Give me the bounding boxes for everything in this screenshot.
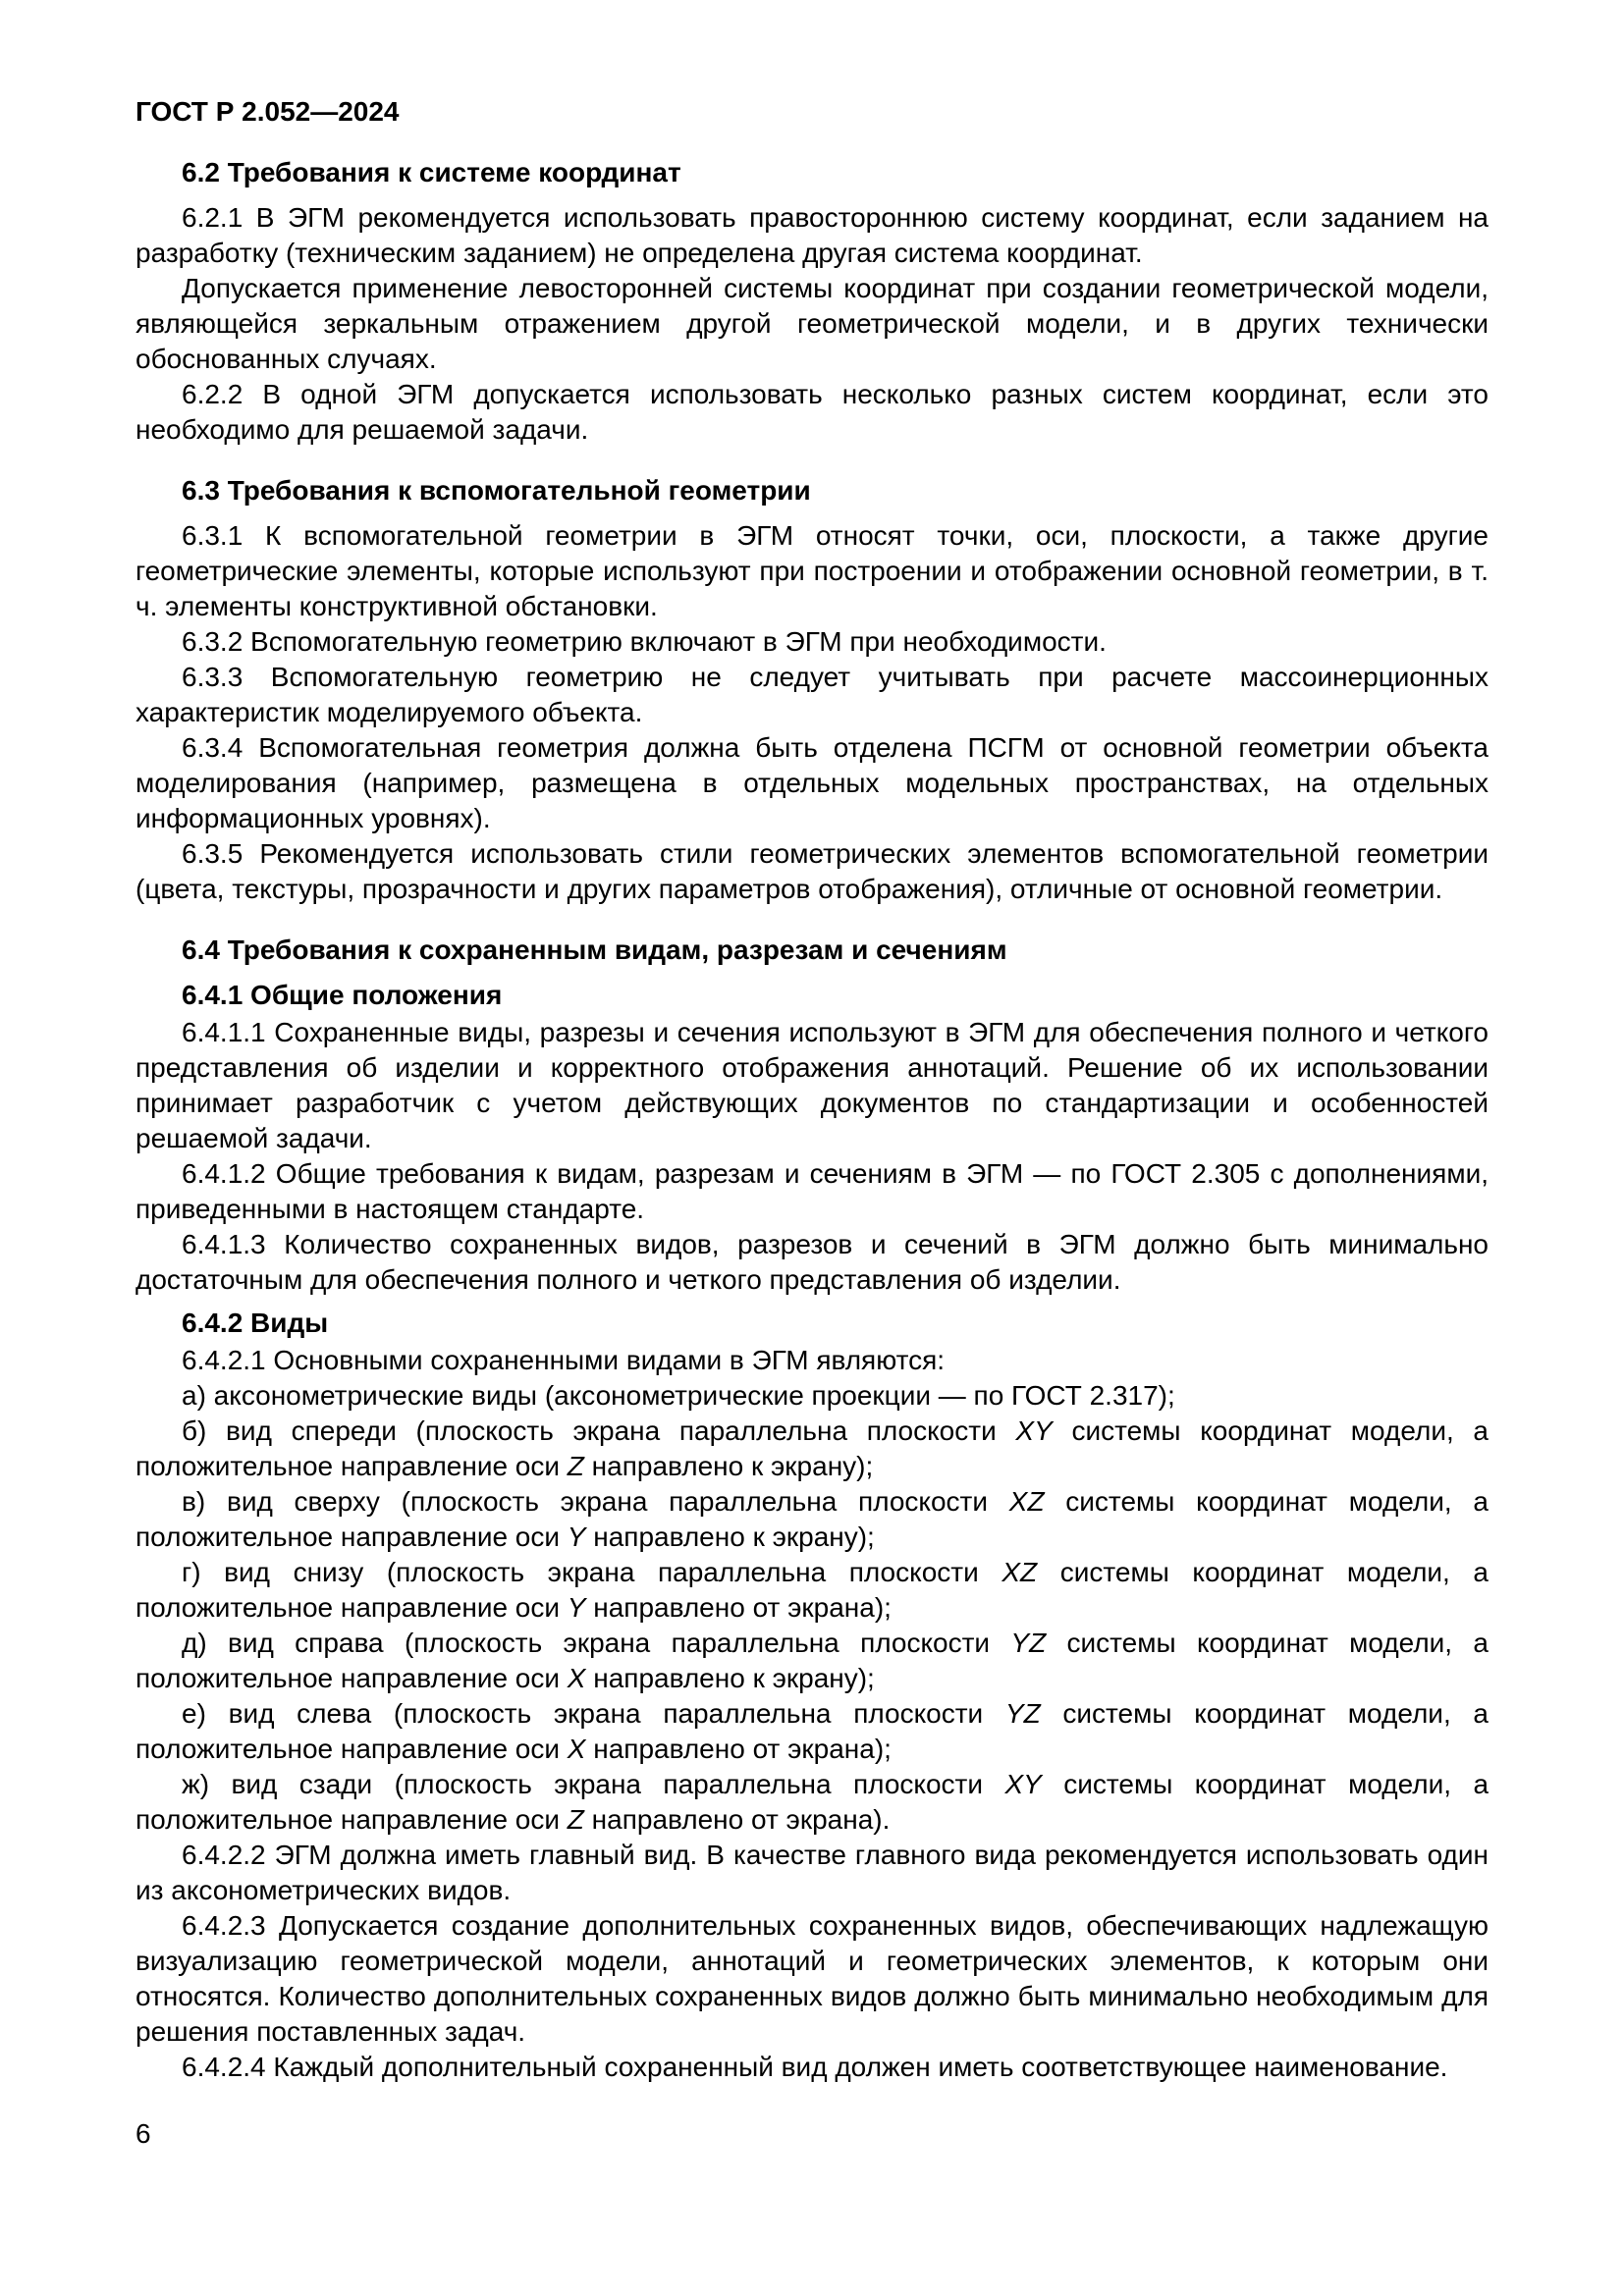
paragraph [135,1555,1489,1626]
section-heading [135,155,1489,190]
text-run: 6.4 Требования к сохраненным видам, разрезам и сечениям [182,934,1007,965]
text-run: д) вид справа (плоскость экрана параллельна плоскости [182,1628,1011,1658]
paragraph [135,1015,1489,1156]
italic-variable: XZ [1001,1557,1038,1587]
paragraph [135,1343,1489,1378]
paragraph [135,271,1489,377]
text-run: б) вид спереди (плоскость экрана параллельна плоскости [182,1415,1016,1446]
text-run: 6.3.4 Вспомогательная геометрия должна быть отделена ПСГМ от основной геометрии объекта моделирования (например, размещена в отдельных модельных пространствах, на отдельных информационных уровнях). [135,732,1489,833]
text-run: 6.3.5 Рекомендуется использовать стили геометрических элементов вспомогательной геометрии (цвета, текстуры, прозрачности и других параметров отображения), отличные от основной геометрии. [135,838,1489,904]
text-run: 6.3 Требования к вспомогательной геометрии [182,475,811,506]
text-run: в) вид сверху (плоскость экрана параллельна плоскости [182,1486,1009,1517]
paragraph [135,200,1489,271]
paragraph [135,1227,1489,1298]
text-run: а) аксонометрические виды (аксонометрические проекции — по ГОСТ 2.317); [182,1380,1175,1411]
text-run: 6.4.2.2 ЭГМ должна иметь главный вид. В качестве главного вида рекомендуется использовать один из аксонометрических видов. [135,1840,1489,1905]
paragraph [135,1414,1489,1484]
text-run: ж) вид сзади (плоскость экрана параллельна плоскости [182,1769,1005,1799]
italic-variable: XY [1015,1415,1053,1446]
text-run: 6.2.1 В ЭГМ рекомендуется использовать правостороннюю систему координат, если заданием на разработку (техническим заданием) не определена другая система координат. [135,202,1489,268]
text-run: направлено от экрана); [585,1734,892,1764]
section-heading [135,933,1489,968]
paragraph [135,1696,1489,1767]
standard-designation-header: ГОСТ Р 2.052—2024 [135,96,400,127]
paragraph [135,624,1489,660]
text-run: системы координат модели, а положительное направление оси [135,1698,1489,1764]
text-run: 6.4.1 Общие положения [182,980,503,1010]
paragraph [135,660,1489,730]
text-run: системы координат модели, а положительное направление оси [135,1557,1489,1623]
italic-variable: X [567,1663,586,1693]
italic-variable: Z [567,1804,584,1835]
text-run: 6.2.2 В одной ЭГМ допускается использовать несколько разных систем координат, если это необходимо для решаемой задачи. [135,379,1489,445]
text-run: системы координат модели, а положительное направление оси [135,1486,1489,1552]
document-content [135,155,1489,2085]
paragraph [135,730,1489,836]
italic-variable: Y [567,1522,586,1552]
italic-variable: YZ [1004,1698,1041,1729]
page-number: 6 [135,2118,151,2149]
text-run: е) вид слева (плоскость экрана параллельна плоскости [182,1698,1005,1729]
italic-variable: XY [1004,1769,1042,1799]
text-run: направлено к экрану); [583,1451,874,1481]
text-run: 6.3.1 К вспомогательной геометрии в ЭГМ относят точки, оси, плоскости, а также другие геометрические элементы, которые используют при построении и отображении основной геометрии, в т. ч. элементы конструктивной обстановки. [135,520,1489,621]
italic-variable: XZ [1008,1486,1045,1517]
text-run: 6.4.2.3 Допускается создание дополнительных сохраненных видов, обеспечивающих надлежащую визуализацию геометрической модели, аннотаций и геометрических элементов, к которым они относятся. Количество дополнительных сохраненных видов должно быть минимально необходимым для решения поставленных задач. [135,1910,1489,2047]
paragraph [135,377,1489,448]
paragraph [135,1626,1489,1696]
text-run: 6.4.1.3 Количество сохраненных видов, разрезов и сечений в ЭГМ должно быть минимально достаточным для обеспечения полного и четкого представления об изделии. [135,1229,1489,1295]
italic-variable: Y [567,1592,586,1623]
section-heading [135,978,1489,1013]
text-run: 6.4.1.2 Общие требования к видам, разрезам и сечениям в ЭГМ — по ГОСТ 2.305 с дополнениями, приведенными в настоящем стандарте. [135,1158,1489,1224]
text-run: системы координат модели, а положительное направление оси [135,1415,1489,1481]
text-run: направлено к экрану); [585,1522,875,1552]
paragraph [135,1156,1489,1227]
paragraph [135,2050,1489,2085]
text-run: 6.3.3 Вспомогательную геометрию не следует учитывать при расчете массоинерционных характеристик моделируемого объекта. [135,662,1489,727]
text-run: Допускается применение левосторонней системы координат при создании геометрической модели, являющейся зеркальным отражением другой геометрической модели, и в других технически обоснованных случаях. [135,273,1489,374]
text-run: 6.4.2.4 Каждый дополнительный сохраненный вид должен иметь соответствующее наименование. [182,2052,1448,2082]
text-run: 6.4.1.1 Сохраненные виды, разрезы и сечения используют в ЭГМ для обеспечения полного и четкого представления об изделии и корректного отображения аннотаций. Решение об их использовании принимает разработчик с учетом действующих документов по стандартизации и особенностей решаемой задачи. [135,1017,1489,1153]
paragraph [135,1908,1489,2050]
paragraph [135,1838,1489,1908]
text-run: направлено от экрана); [585,1592,892,1623]
paragraph [135,836,1489,907]
italic-variable: Z [567,1451,584,1481]
paragraph [135,1378,1489,1414]
text-run: 6.2 Требования к системе координат [182,157,681,187]
section-heading [135,473,1489,508]
italic-variable: X [567,1734,586,1764]
paragraph [135,1484,1489,1555]
paragraph [135,1767,1489,1838]
text-run: 6.4.2.1 Основными сохраненными видами в ЭГМ являются: [182,1345,946,1375]
paragraph [135,518,1489,624]
text-run: системы координат модели, а положительное направление оси [135,1769,1489,1835]
italic-variable: YZ [1010,1628,1047,1658]
section-heading [135,1306,1489,1341]
text-run: 6.4.2 Виды [182,1308,329,1338]
text-run: г) вид снизу (плоскость экрана параллельна плоскости [182,1557,1002,1587]
text-run: системы координат модели, а положительное направление оси [135,1628,1489,1693]
text-run: 6.3.2 Вспомогательную геометрию включают в ЭГМ при необходимости. [182,626,1107,657]
text-run: направлено к экрану); [585,1663,875,1693]
text-run: направлено от экрана). [583,1804,891,1835]
